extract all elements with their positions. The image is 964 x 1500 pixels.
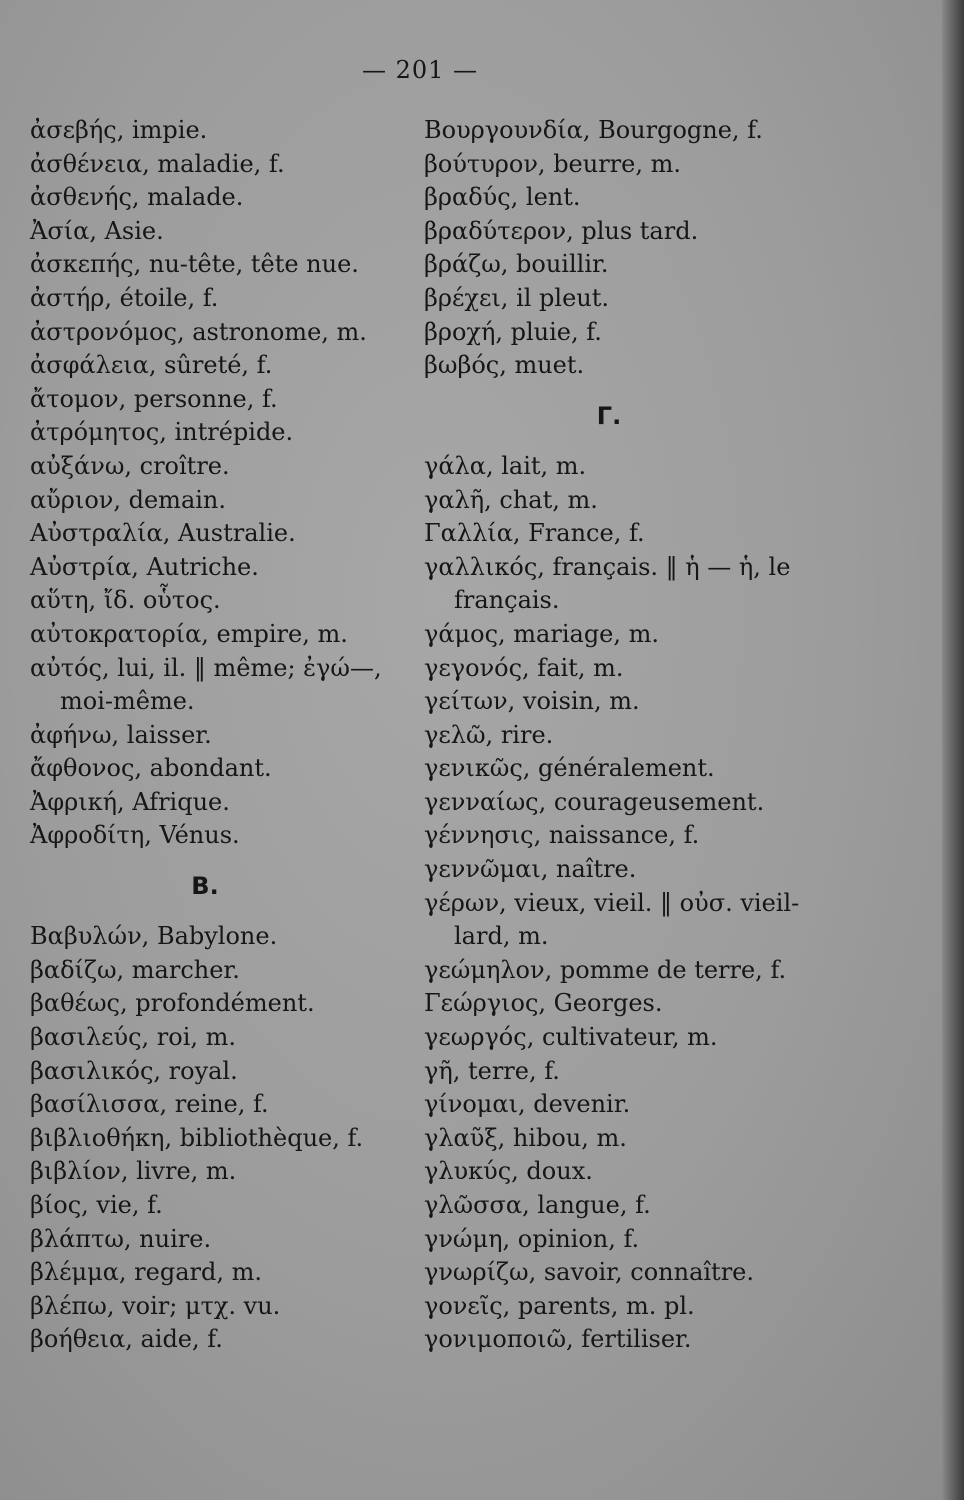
- dictionary-entry: γῆ, terre, f.: [424, 1056, 560, 1085]
- dictionary-entry: βραδύς, lent.: [424, 183, 581, 212]
- dictionary-entry: βροχή, pluie, f.: [424, 317, 602, 346]
- dictionary-entry: ἀσφάλεια, sûreté, f.: [30, 351, 273, 380]
- dictionary-entry: βούτυρον, beurre, m.: [424, 149, 682, 178]
- dictionary-entry: Ἀφρική, Afrique.: [30, 787, 230, 816]
- dictionary-entry: βρέχει, il pleut.: [424, 283, 610, 312]
- dictionary-entry: γλαῦξ, hibou, m.: [424, 1123, 627, 1152]
- dictionary-entry: γεννῶμαι, naître.: [424, 855, 637, 884]
- dictionary-entry: γνώμη, opinion, f.: [424, 1224, 640, 1253]
- dictionary-entry: ἀσεβής, impie.: [30, 116, 208, 144]
- dictionary-entry: γαλλικός, français. ‖ ἡ — ἡ, le: [424, 552, 791, 581]
- dictionary-entry: γεγονός, fait, m.: [424, 653, 624, 682]
- dictionary-entry: γενικῶς, généralement.: [424, 754, 715, 783]
- dictionary-entry: βραδύτερον, plus tard.: [424, 216, 699, 245]
- dictionary-entry: γίνομαι, devenir.: [424, 1090, 631, 1119]
- dictionary-entry: Γεώργιος, Georges.: [424, 989, 663, 1018]
- dictionary-entry: Ἀσία, Asie.: [30, 216, 164, 245]
- section-heading: Γ.: [596, 401, 622, 430]
- dictionary-entry: βωβός, muet.: [424, 351, 585, 380]
- section-heading: B.: [191, 872, 219, 901]
- dictionary-entry: βασιλεύς, roi, m.: [30, 1023, 237, 1052]
- dictionary-entry: ἄφθονος, abondant.: [30, 754, 272, 783]
- dictionary-entry: γείτων, voisin, m.: [424, 687, 640, 716]
- dictionary-entry: γάλα, lait, m.: [424, 451, 587, 480]
- dictionary-entry: Αὐστρία, Autriche.: [30, 552, 259, 581]
- dictionary-entry: γλῶσσα, langue, f.: [424, 1191, 651, 1219]
- dictionary-entry: γεωργός, cultivateur, m.: [424, 1023, 718, 1052]
- dictionary-entry: Αὐστραλία, Australie.: [30, 519, 296, 548]
- dictionary-entry: Βαβυλών, Babylone.: [30, 922, 278, 951]
- entry-continuation: moi-même.: [60, 687, 195, 716]
- dictionary-entry: αὐτοκρατορία, empire, m.: [30, 619, 348, 648]
- entry-continuation: lard, m.: [454, 922, 549, 951]
- dictionary-entry: γέρων, vieux, vieil. ‖ οὐσ. vieil-: [424, 888, 800, 917]
- page-edge-shadow: [942, 0, 964, 1500]
- dictionary-entry: αὕτη, ἴδ. οὗτος.: [30, 586, 221, 615]
- dictionary-entry: γονεῖς, parents, m. pl.: [424, 1291, 695, 1320]
- dictionary-entry: αὔριον, demain.: [30, 485, 227, 514]
- dictionary-entry: βασίλισσα, reine, f.: [30, 1090, 269, 1119]
- dictionary-entry: βίος, vie, f.: [30, 1191, 163, 1219]
- dictionary-entry: γνωρίζω, savoir, connaître.: [424, 1258, 754, 1287]
- dictionary-entry: βλάπτω, nuire.: [30, 1224, 212, 1253]
- dictionary-entry: βιβλίον, livre, m.: [30, 1157, 237, 1186]
- dictionary-entry: γεώμηλον, pomme de terre, f.: [424, 955, 787, 984]
- dictionary-entry: ἀστήρ, étoile, f.: [30, 283, 219, 312]
- dictionary-entry: ἀτρόμητος, intrépide.: [30, 418, 294, 447]
- dictionary-entry: βαδίζω, marcher.: [30, 955, 240, 984]
- dictionary-entry: βλέμμα, regard, m.: [30, 1258, 263, 1287]
- dictionary-entry: ἀστρονόμος, astronome, m.: [30, 317, 367, 346]
- dictionary-entry: ἀσθενής, malade.: [30, 183, 244, 212]
- dictionary-entry: Γαλλία, France, f.: [424, 519, 645, 548]
- dictionary-entry: βράζω, bouillir.: [424, 250, 609, 279]
- dictionary-entry: βασιλικός, royal.: [30, 1056, 238, 1085]
- page-number: — 201 —: [361, 56, 479, 84]
- dictionary-entry: βιβλιοθήκη, bibliothèque, f.: [30, 1123, 364, 1152]
- dictionary-entry: γλυκύς, doux.: [424, 1157, 593, 1186]
- dictionary-entry: ἀφήνω, laisser.: [30, 720, 212, 749]
- dictionary-entry: Βουργουνδία, Bourgogne, f.: [424, 116, 763, 144]
- dictionary-entry: γενναίως, courageusement.: [424, 787, 765, 816]
- dictionary-entry: γέννησις, naissance, f.: [424, 821, 700, 850]
- dictionary-entry: γάμος, mariage, m.: [424, 619, 660, 648]
- dictionary-entry: γονιμοποιῶ, fertiliser.: [424, 1325, 692, 1354]
- dictionary-entry: γελῶ, rire.: [424, 720, 554, 749]
- right-column: [424, 114, 824, 1357]
- dictionary-entry: βοήθεια, aide, f.: [30, 1325, 223, 1354]
- dictionary-entry: Ἀφροδίτη, Vénus.: [30, 821, 240, 850]
- dictionary-entry: ἀσθένεια, maladie, f.: [30, 149, 285, 178]
- dictionary-entry: ἄτομον, personne, f.: [30, 384, 278, 413]
- dictionary-entry: γαλῆ, chat, m.: [424, 485, 598, 514]
- dictionary-entry: βλέπω, voir; μτχ. vu.: [30, 1291, 281, 1320]
- dictionary-entry: βαθέως, profondément.: [30, 989, 315, 1018]
- entry-continuation: français.: [454, 586, 560, 615]
- left-column: [30, 114, 410, 1357]
- dictionary-entry: ἀσκεπής, nu-tête, tête nue.: [30, 250, 359, 279]
- dictionary-entry: αὐτός, lui, il. ‖ même; ἐγώ—,: [30, 653, 382, 682]
- dictionary-entry: αὐξάνω, croître.: [30, 451, 230, 480]
